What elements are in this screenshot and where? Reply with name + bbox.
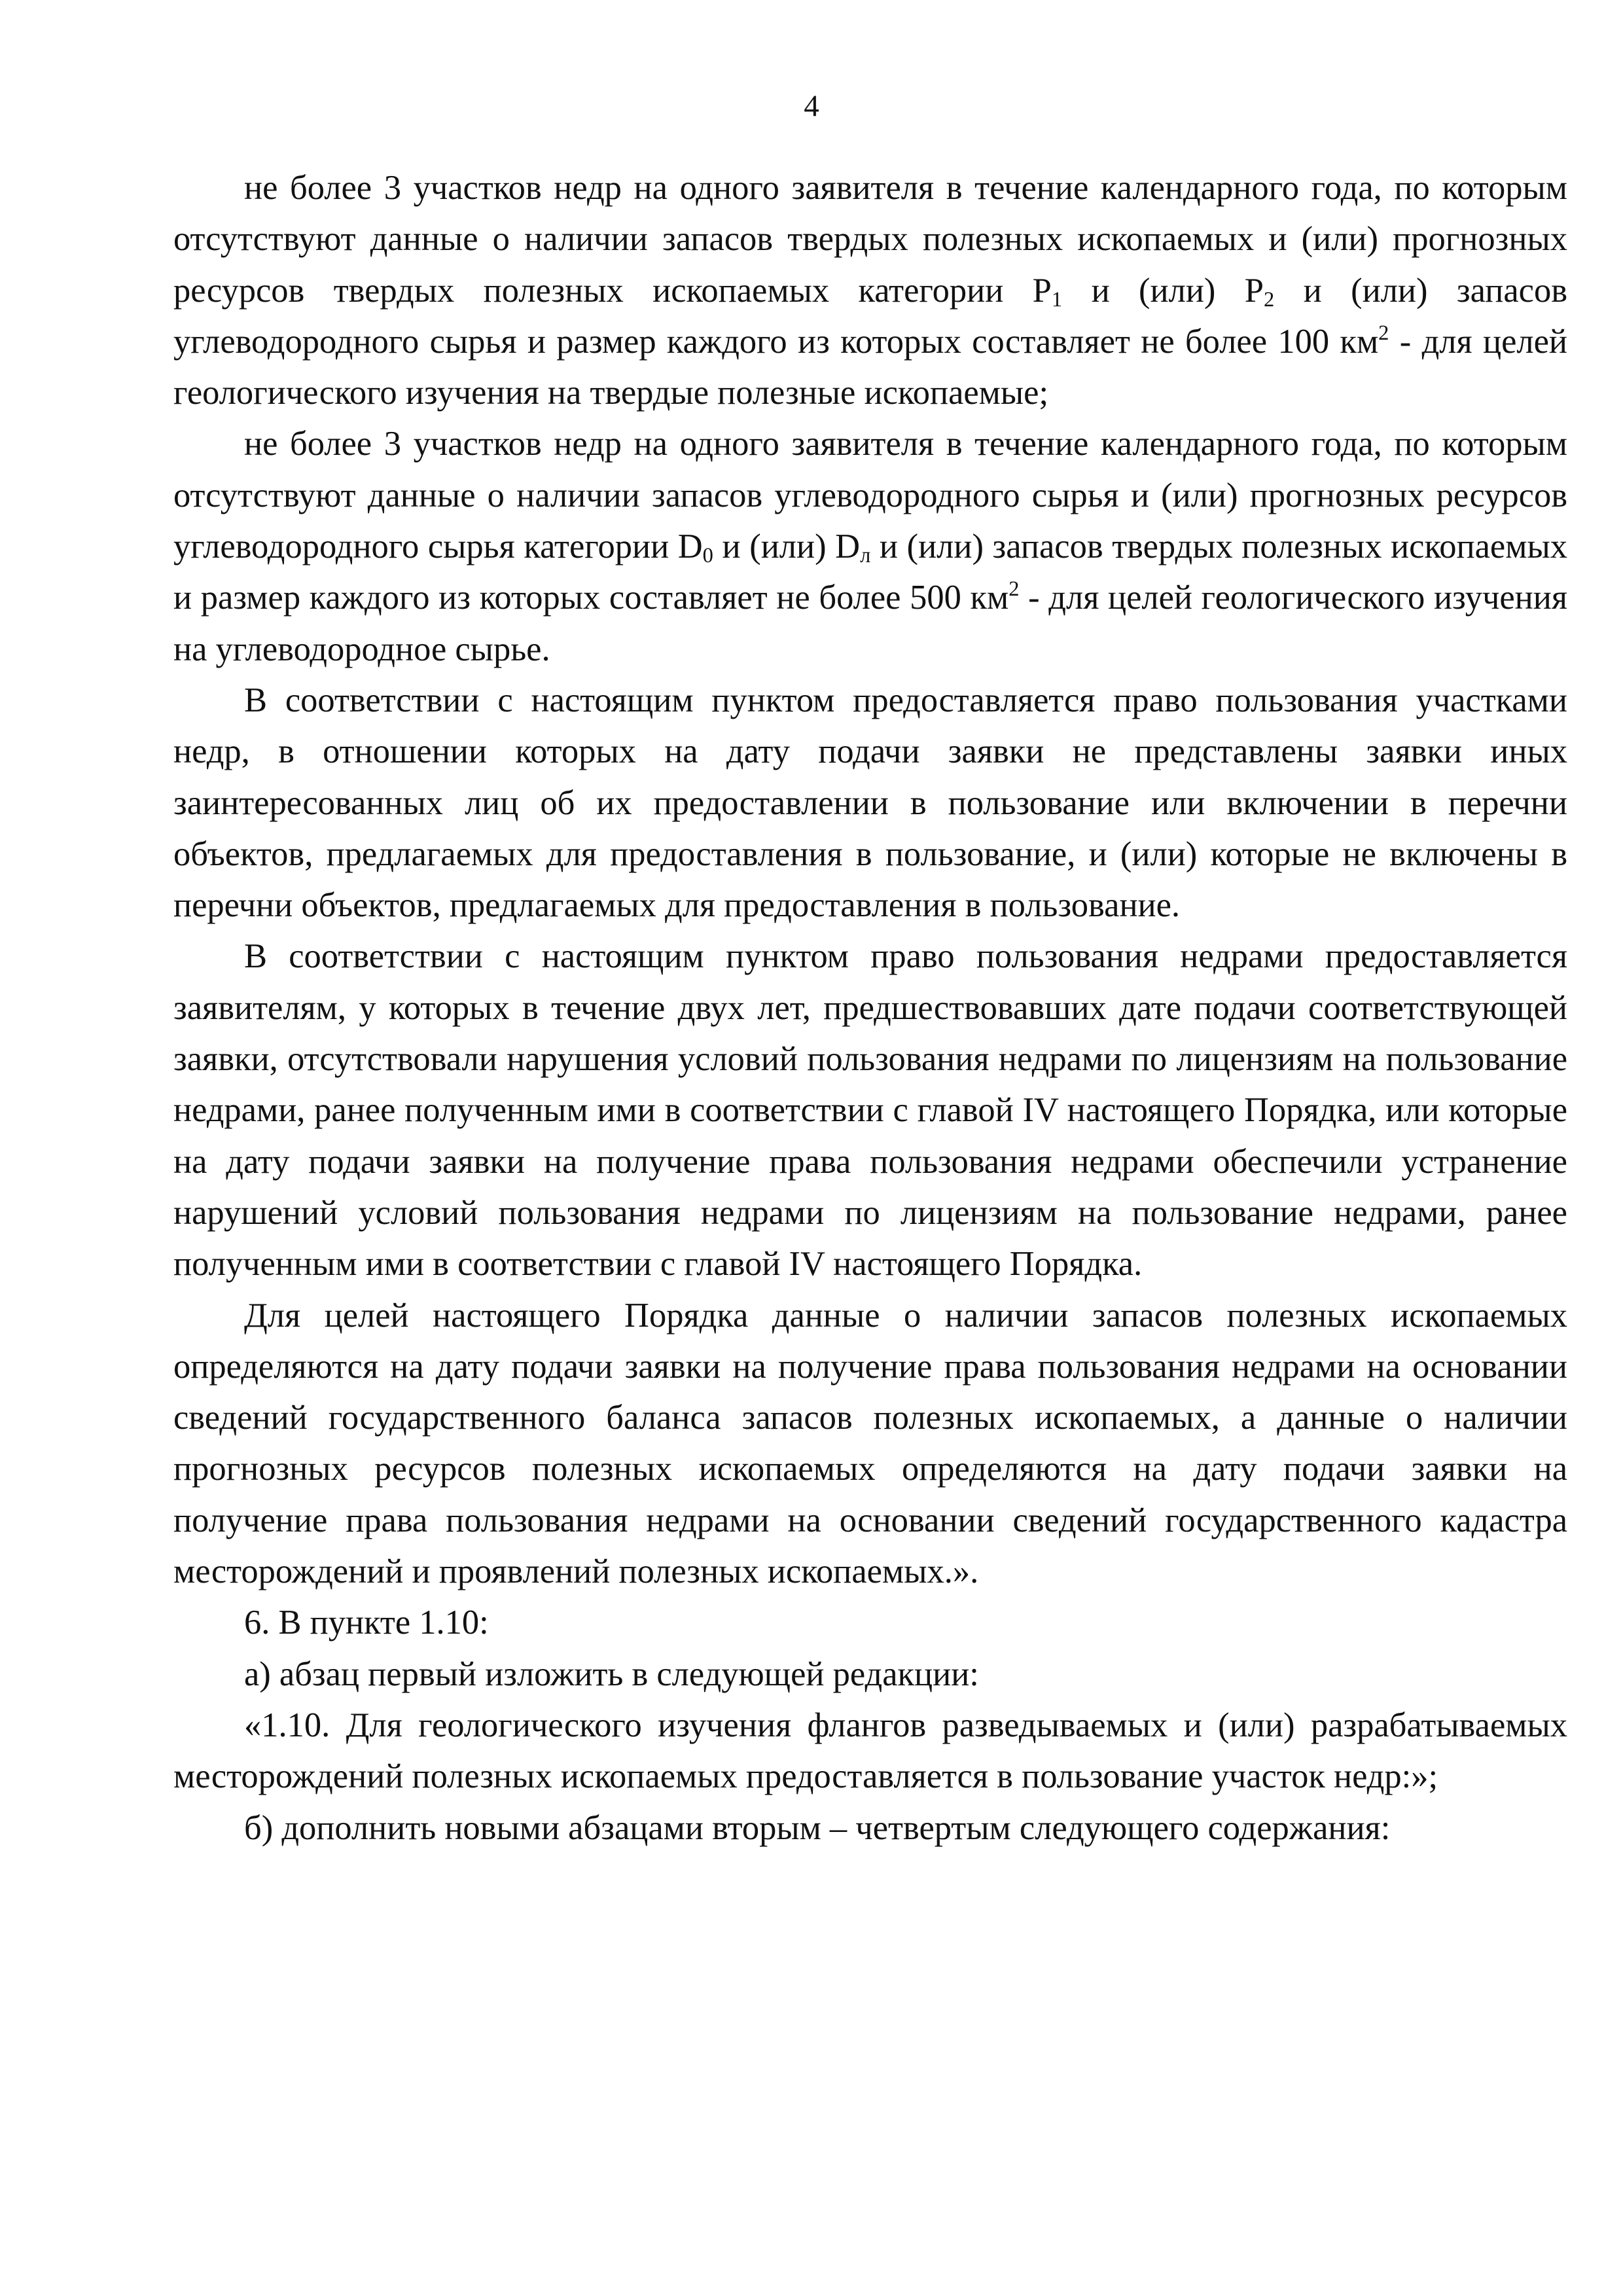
text-run: и (или) запасов твердых полезных ископаемых и размер каждого из которых составляет не более 500 км (173, 528, 1567, 617)
paragraph (173, 675, 1567, 931)
paragraph (173, 1649, 1567, 1700)
subscript: 1 (1051, 287, 1063, 312)
subscript: л (860, 544, 871, 568)
text-run: «1.10. Для геологического изучения флангов разведываемых и (или) разрабатываемых месторождений полезных ископаемых предоставляется в пользование участок недр:»; (173, 1706, 1567, 1796)
text-run: В соответствии с настоящим пунктом предоставляется право пользования участками недр, в отношении которых на дату подачи заявки не представлены заявки иных заинтересованных лиц об их предоставлении в пользование или включении в перечни объектов, предлагаемых для предоставления в пользование, и (или) которые не включены в перечни объектов, предлагаемых для предоставления в пользование. (173, 681, 1567, 925)
paragraph (173, 162, 1567, 418)
subscript: 0 (702, 544, 713, 568)
text-run: не более 3 участков недр на одного заявителя в течение календарного года, по которым отсутствуют данные о наличии запасов твердых полезных ископаемых и (или) прогнозных ресурсов твердых полезных ископаемых категории P (173, 169, 1567, 310)
text-run: Для целей настоящего Порядка данные о наличии запасов полезных ископаемых определяются на дату подачи заявки на получение права пользования недрами на основании сведений государственного баланса запасов полезных ископаемых, а данные о наличии прогнозных ресурсов полезных ископаемых определяются на дату подачи заявки на получение права пользования недрами на основании сведений государственного кадастра месторождений и проявлений полезных ископаемых.». (173, 1296, 1567, 1591)
text-run: В соответствии с настоящим пунктом право пользования недрами предоставляется заявителям, у которых в течение двух лет, предшествовавших дате подачи соответствующей заявки, отсутствовали нарушения условий пользования недрами по лицензиям на пользование недрами, ранее полученным ими в соответствии с главой IV настоящего Порядка, или которые на дату подачи заявки на получение права пользования недрами обеспечили устранение нарушений условий пользования недрами по лицензиям на пользование недрами, ранее полученным ими в соответствии с главой IV настоящего Порядка. (173, 937, 1567, 1283)
text-run: а) абзац первый изложить в следующей редакции: (244, 1655, 979, 1693)
text-run: и (или) P (1062, 271, 1264, 310)
text-run: 6. В пункте 1.10: (244, 1604, 489, 1642)
superscript: 2 (1008, 577, 1020, 601)
subscript: 2 (1264, 287, 1275, 312)
text-run: не более 3 участков недр на одного заявителя в течение календарного года, по которым отсутствуют данные о наличии запасов углеводородного сырья и (или) прогнозных ресурсов углеводородного сырья категории D (173, 425, 1567, 566)
paragraph (173, 1597, 1567, 1648)
page-number: 4 (804, 89, 819, 123)
text-run: - для целей геологического изучения на углеводородное сырье. (173, 579, 1567, 668)
text-run: и (или) запасов углеводородного сырья и размер каждого из которых составляет не более 100 км (173, 271, 1567, 361)
text-run: - для целей геологического изучения на твердые полезные ископаемые; (173, 322, 1567, 412)
paragraph (173, 418, 1567, 674)
document-body (173, 162, 1567, 1854)
paragraph (173, 1290, 1567, 1598)
superscript: 2 (1378, 321, 1389, 345)
paragraph (173, 1803, 1567, 1854)
text-run: б) дополнить новыми абзацами вторым – четвертым следующего содержания: (244, 1808, 1391, 1847)
paragraph (173, 931, 1567, 1289)
paragraph (173, 1700, 1567, 1803)
text-run: и (или) D (713, 528, 861, 566)
